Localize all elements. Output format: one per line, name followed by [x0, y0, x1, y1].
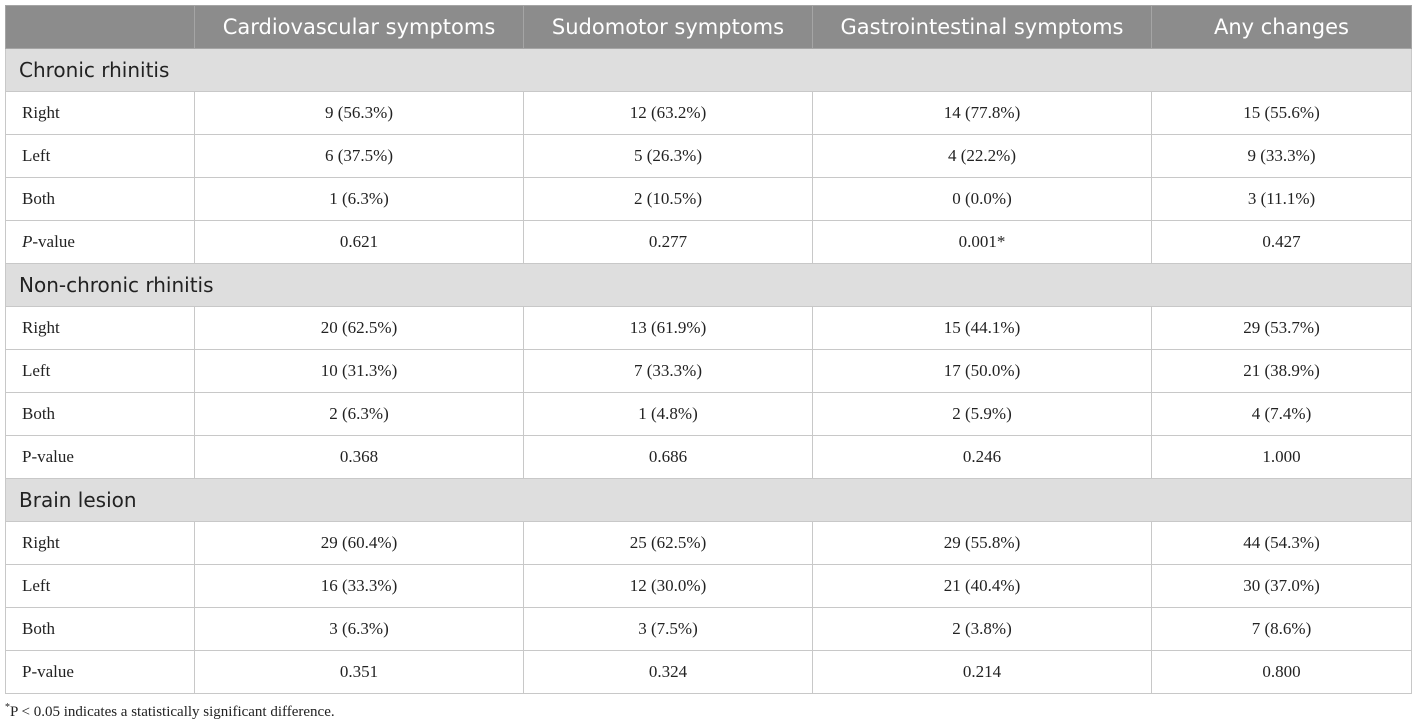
group-row-non-chronic-rhinitis — [6, 264, 1412, 307]
table-cell: 9 (33.3%) — [1152, 135, 1412, 178]
table-cell: 0.214 — [813, 651, 1152, 694]
row-label: Right — [6, 307, 195, 350]
row-label: Both — [6, 608, 195, 651]
table-cell: 2 (5.9%) — [813, 393, 1152, 436]
table-cell: 7 (33.3%) — [524, 350, 813, 393]
table-row — [6, 393, 1412, 436]
table-cell: 2 (10.5%) — [524, 178, 813, 221]
footnote-marker: * — [5, 702, 10, 713]
table-cell: 29 (53.7%) — [1152, 307, 1412, 350]
row-label: Right — [6, 92, 195, 135]
group-row-brain-lesion — [6, 479, 1412, 522]
table-cell: 17 (50.0%) — [813, 350, 1152, 393]
table-row — [6, 522, 1412, 565]
table-cell: 0.427 — [1152, 221, 1412, 264]
table-cell: 10 (31.3%) — [195, 350, 524, 393]
table-cell: 21 (38.9%) — [1152, 350, 1412, 393]
table-row — [6, 221, 1412, 264]
header-any-changes: Any changes — [1152, 6, 1412, 49]
table-cell: 20 (62.5%) — [195, 307, 524, 350]
results-table — [5, 5, 1412, 694]
group-row-chronic-rhinitis — [6, 49, 1412, 92]
group-title: Chronic rhinitis — [6, 49, 1412, 92]
header-cardiovascular: Cardiovascular symptoms — [195, 6, 524, 49]
table-cell: 3 (11.1%) — [1152, 178, 1412, 221]
table-cell: 14 (77.8%) — [813, 92, 1152, 135]
table-cell: 5 (26.3%) — [524, 135, 813, 178]
footnote-text: P < 0.05 indicates a statistically significant difference. — [10, 704, 335, 720]
table-cell: 15 (44.1%) — [813, 307, 1152, 350]
table-body — [6, 49, 1412, 694]
table-row — [6, 307, 1412, 350]
row-label: Right — [6, 522, 195, 565]
table-cell: 15 (55.6%) — [1152, 92, 1412, 135]
table-row — [6, 350, 1412, 393]
table-cell: 12 (63.2%) — [524, 92, 813, 135]
table-cell: 0.324 — [524, 651, 813, 694]
table-cell: 44 (54.3%) — [1152, 522, 1412, 565]
table-cell: 4 (7.4%) — [1152, 393, 1412, 436]
table-cell: 12 (30.0%) — [524, 565, 813, 608]
table-cell: 7 (8.6%) — [1152, 608, 1412, 651]
table-cell: 2 (3.8%) — [813, 608, 1152, 651]
table-row — [6, 608, 1412, 651]
table-cell: 3 (6.3%) — [195, 608, 524, 651]
table-row — [6, 135, 1412, 178]
table-cell: 0.001* — [813, 221, 1152, 264]
table-row — [6, 92, 1412, 135]
table-cell: 0.621 — [195, 221, 524, 264]
table-cell: 1 (6.3%) — [195, 178, 524, 221]
table-cell: 21 (40.4%) — [813, 565, 1152, 608]
table-cell: 16 (33.3%) — [195, 565, 524, 608]
table-cell: 2 (6.3%) — [195, 393, 524, 436]
table-cell: 0.277 — [524, 221, 813, 264]
table-cell: 25 (62.5%) — [524, 522, 813, 565]
table-cell: 13 (61.9%) — [524, 307, 813, 350]
table-row — [6, 436, 1412, 479]
table-row — [6, 565, 1412, 608]
row-label: Left — [6, 565, 195, 608]
table-cell: 0.368 — [195, 436, 524, 479]
row-label: Left — [6, 135, 195, 178]
row-label: Left — [6, 350, 195, 393]
group-title: Brain lesion — [6, 479, 1412, 522]
table-cell: 29 (55.8%) — [813, 522, 1152, 565]
table-cell: 29 (60.4%) — [195, 522, 524, 565]
header-blank — [6, 6, 195, 49]
footnote — [5, 702, 335, 721]
table-cell: 6 (37.5%) — [195, 135, 524, 178]
header-row — [6, 6, 1412, 49]
header-gastrointestinal: Gastrointestinal symptoms — [813, 6, 1152, 49]
table-cell: 1.000 — [1152, 436, 1412, 479]
row-label: Both — [6, 178, 195, 221]
table-cell: 0 (0.0%) — [813, 178, 1152, 221]
row-label: Both — [6, 393, 195, 436]
table-row — [6, 178, 1412, 221]
table-cell: 4 (22.2%) — [813, 135, 1152, 178]
table-cell: 0.351 — [195, 651, 524, 694]
row-label: P-value — [6, 651, 195, 694]
table-cell: 3 (7.5%) — [524, 608, 813, 651]
table-cell: 0.800 — [1152, 651, 1412, 694]
table-cell: 0.246 — [813, 436, 1152, 479]
table-cell: 9 (56.3%) — [195, 92, 524, 135]
row-label: P-value — [6, 221, 195, 264]
table-row — [6, 651, 1412, 694]
table-cell: 30 (37.0%) — [1152, 565, 1412, 608]
table-cell: 1 (4.8%) — [524, 393, 813, 436]
group-title: Non-chronic rhinitis — [6, 264, 1412, 307]
header-sudomotor: Sudomotor symptoms — [524, 6, 813, 49]
table-cell: 0.686 — [524, 436, 813, 479]
table-header — [6, 6, 1412, 49]
row-label: P-value — [6, 436, 195, 479]
